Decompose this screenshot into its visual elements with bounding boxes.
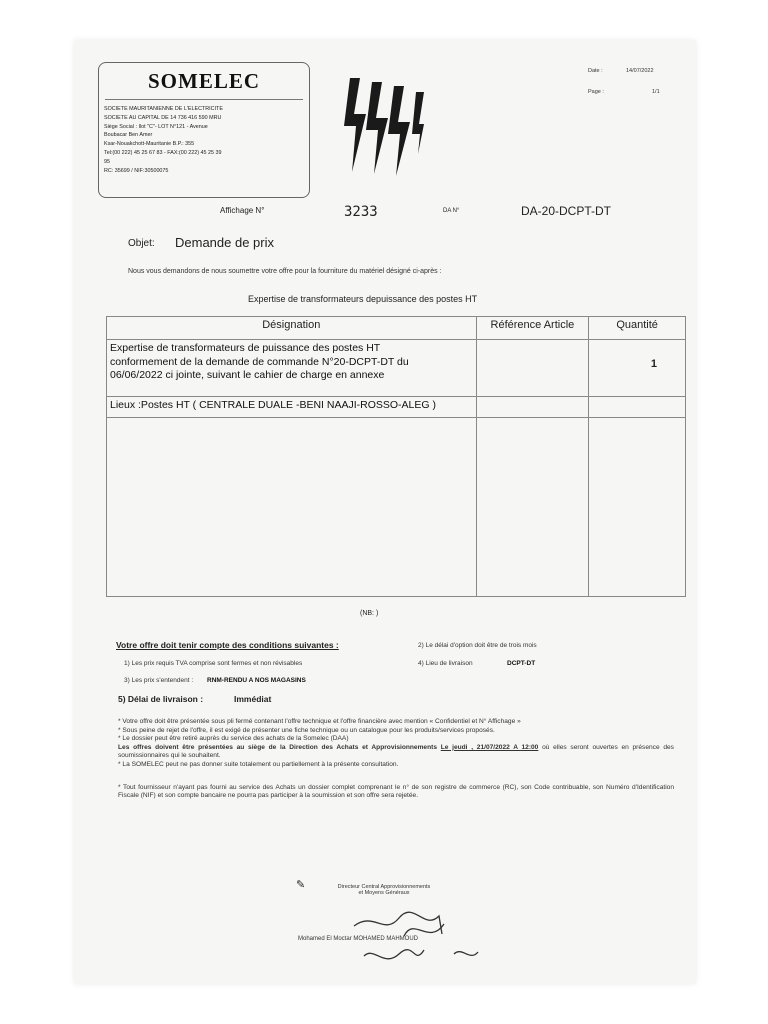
empty-cell [107,418,477,597]
item-line: 06/06/2022 ci jointe, suivant le cahier de charge en annexe [110,369,385,381]
company-line: Boubacar Ben Amer [104,132,153,139]
notes-block [118,718,674,801]
signatory-title [304,884,464,896]
stamp-mark: ✎ [296,879,306,891]
request-heading: Expertise de transformateurs depuissance des postes HT [248,294,478,304]
condition-4-label: 4) Lieu de livraison [418,660,473,667]
empty-cell [589,397,686,418]
table-header-row [107,317,686,340]
divider [105,99,303,100]
condition-4-value: DCPT-DT [507,660,536,667]
item-description [107,340,477,397]
condition-5-label: 5) Délai de livraison : [118,694,204,704]
note-2: * Sous peine de rejet de l'offre, il est exigé de présenter une fiche technique ou un catalogue pour les produits/services proposés. [118,726,495,734]
item-line: conformement de la demande de commande N°20-DCPT-DT du [110,355,409,368]
item-reference [476,340,589,397]
signatory-title-line: et Moyens Généraux [358,890,410,896]
company-line: Tel:(00 222) 45 25 67 83 - FAX:(00 222) 45 25 39 [104,149,222,156]
condition-3-label: 3) Les prix s'entendent : [124,677,194,684]
table-row [107,418,686,597]
note-4-date: Le jeudi , 21/07/2022 A 12:00 [440,743,539,751]
condition-2: 2) Le délai d'option doit être de trois mois [418,642,537,649]
object-value: Demande de prix [175,235,274,250]
company-line: RC: 35699 / NIF:30500075 [104,167,169,174]
affichage-number: 3233 [344,204,378,220]
date-label: Date : [588,68,603,74]
company-name: SOMELEC [147,69,261,93]
table-row [107,397,686,418]
column-header-quantity: Quantité [589,317,686,340]
company-address [104,105,304,175]
note-5: * La SOMELEC peut ne pas donner suite totalement ou partiellement à la présente consultation. [118,760,399,768]
note-4-rest: où elles seront ouvertes en présence des soumissionnaires qui le souhaitent. [118,743,674,760]
company-line: SOCIETE AU CAPITAL DE 14 736 416 590 MRU [104,114,222,121]
item-quantity: 1 [589,340,686,397]
column-header-designation: Désignation [107,317,477,340]
table-row [107,340,686,397]
condition-3-value: RNM-RENDU A NOS MAGASINS [207,677,306,684]
request-intro: Nous vous demandons de nous soumettre votre offre pour la fourniture du matériel désigné ci-après : [128,268,442,275]
item-location: Lieux :Postes HT ( CENTRALE DUALE -BENI NAAJI-ROSSO-ALEG ) [107,397,477,418]
date-value: 14/07/2022 [626,68,654,74]
note-3: * Le dossier peut être retiré auprès du service des achats de la Somelec (DAA) [118,735,349,743]
condition-1: 1) Les prix requis TVA comprise sont fermes et non révisables [124,660,303,667]
company-line: Siège Social : Ilot "C"- LOT N°121 - Avenue [104,123,208,130]
page-value: 1/1 [652,89,660,95]
signatory-title-line: Directeur Central Approvisionnements [337,884,431,890]
note-4 [118,744,674,761]
items-table [106,316,686,597]
company-line: SOCIETE MAURITANIENNE DE L'ELECTRICITE [104,106,223,112]
item-line: Expertise de transformateurs de puissance des postes HT [110,342,381,354]
company-line: 95 [104,158,110,165]
note-4-bold: Les offres doivent être présentées au siège de la Direction des Achats et Approvisionnements [118,743,437,751]
company-header-box [98,62,310,198]
empty-cell [476,418,589,597]
affichage-label: Affichage N° [220,206,265,215]
conditions-title: Votre offre doit tenir compte des conditions suivantes : [116,640,339,650]
note-1: * Votre offre doit être présentée sous pli fermé contenant l'offre technique et l'offre financière avec mention « Confidentiel et N° Affichage » [118,718,521,725]
condition-5-value: Immédiat [234,694,272,704]
da-number: DA-20-DCPT-DT [521,204,612,218]
nb-note: (NB: ) [360,610,379,617]
da-label: DA N° [443,208,460,214]
somelec-lightning-logo [340,74,424,178]
note-6: * Tout fournisseur n'ayant pas fourni au service des Achats un dossier complet comprenant le n° de son registre de commerce (RC), son Code contribuable, son Numéro d'Identification Fiscale (NIF) et son compte bancaire ne pourra pas participer à la soumission et son offre sera rejetée. [118,783,674,800]
signatory-name: Mohamed El Moctar MOHAMED MAHMOUD [298,936,419,942]
empty-cell [476,397,589,418]
object-label: Objet: [128,238,155,249]
empty-cell [589,418,686,597]
column-header-reference: Référence Article [476,317,589,340]
page-label: Page : [588,89,604,95]
company-line: Ksar-Nouakchott-Mauritanie B.P.: 355 [104,141,195,148]
